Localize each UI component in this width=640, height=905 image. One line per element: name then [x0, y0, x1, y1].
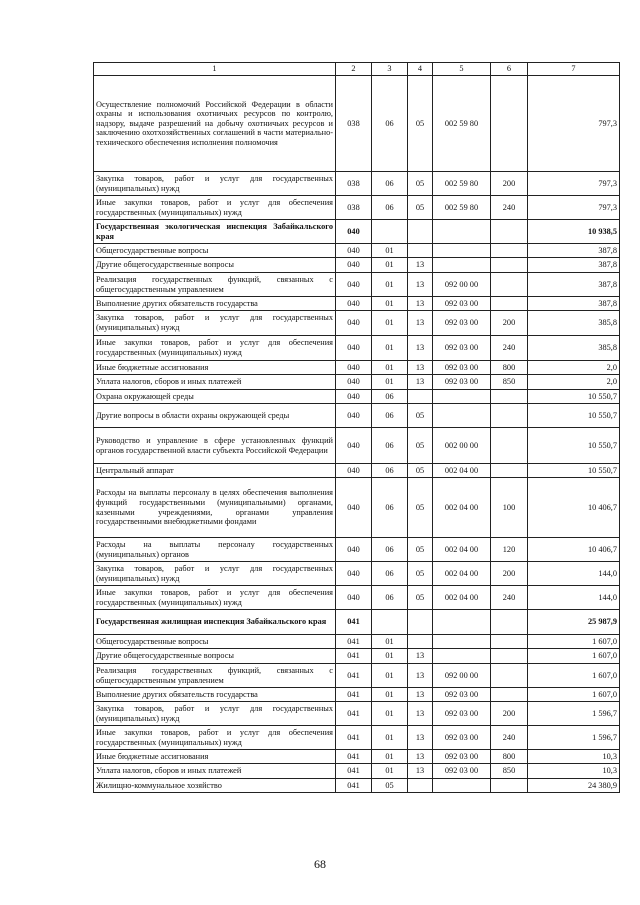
cell-admin-code: 041: [336, 635, 372, 649]
cell-admin-code: 040: [336, 244, 372, 258]
table-row: [94, 375, 620, 390]
table-row: [94, 76, 620, 172]
cell-amount: 1 607,0: [528, 664, 620, 688]
cell-admin-code: 041: [336, 779, 372, 793]
table-row: [94, 635, 620, 649]
table-row: [94, 196, 620, 220]
cell-amount: 10 406,7: [528, 538, 620, 562]
cell-expense-type: [491, 649, 528, 664]
table-row: [94, 258, 620, 273]
cell-name: Расходы на выплаты персоналу в целях обеспечения выполнения функций государственными (муниципальными) органами, казенными учреждениями, органами управления государственными внебюджетными фондами: [94, 478, 336, 538]
cell-admin-code: 040: [336, 258, 372, 273]
cell-name: Реализация государственных функций, связанных с общегосударственным управлением: [94, 664, 336, 688]
cell-section: [372, 610, 408, 635]
cell-expense-type: [491, 297, 528, 311]
cell-section: 01: [372, 375, 408, 390]
cell-name: Иные закупки товаров, работ и услуг для обеспечения государственных (муниципальных) нужд: [94, 336, 336, 361]
cell-section: 01: [372, 664, 408, 688]
cell-admin-code: 040: [336, 562, 372, 586]
table-row: [94, 779, 620, 793]
cell-name: Общегосударственные вопросы: [94, 244, 336, 258]
cell-subsection: [408, 244, 433, 258]
column-header-article: 5: [433, 63, 491, 76]
table-row: [94, 649, 620, 664]
cell-admin-code: 040: [336, 297, 372, 311]
cell-amount: 797,3: [528, 172, 620, 196]
cell-subsection: 05: [408, 172, 433, 196]
cell-admin-code: 041: [336, 764, 372, 779]
cell-article: 002 00 00: [433, 428, 491, 464]
cell-subsection: 05: [408, 586, 433, 610]
cell-amount: 2,0: [528, 375, 620, 390]
cell-section: 01: [372, 297, 408, 311]
table-row: [94, 361, 620, 375]
cell-name: Закупка товаров, работ и услуг для государственных (муниципальных) нужд: [94, 172, 336, 196]
column-header-subsection: 4: [408, 63, 433, 76]
cell-admin-code: 038: [336, 196, 372, 220]
cell-article: 092 00 00: [433, 273, 491, 297]
cell-expense-type: [491, 390, 528, 404]
cell-article: 002 59 80: [433, 196, 491, 220]
cell-article: 092 03 00: [433, 336, 491, 361]
cell-expense-type: 200: [491, 562, 528, 586]
table-row: [94, 390, 620, 404]
cell-article: [433, 244, 491, 258]
cell-amount: 10 938,5: [528, 220, 620, 244]
cell-amount: 144,0: [528, 562, 620, 586]
cell-article: 092 03 00: [433, 311, 491, 336]
cell-admin-code: 040: [336, 478, 372, 538]
page-number: 68: [314, 857, 326, 871]
cell-amount: 1 596,7: [528, 702, 620, 726]
cell-amount: 385,8: [528, 336, 620, 361]
cell-subsection: [408, 610, 433, 635]
cell-section: 01: [372, 649, 408, 664]
cell-name: Жилищно-коммунальное хозяйство: [94, 779, 336, 793]
column-header-expense-type: 6: [491, 63, 528, 76]
cell-subsection: 13: [408, 702, 433, 726]
cell-section: 01: [372, 311, 408, 336]
cell-admin-code: 040: [336, 361, 372, 375]
table-row: [94, 764, 620, 779]
cell-section: 01: [372, 750, 408, 764]
cell-expense-type: [491, 428, 528, 464]
cell-name: Иные закупки товаров, работ и услуг для обеспечения государственных (муниципальных) нужд: [94, 726, 336, 750]
cell-section: 06: [372, 390, 408, 404]
cell-name: Руководство и управление в сфере установленных функций органов государственной власти субъекта Российской Федерации: [94, 428, 336, 464]
cell-article: 002 59 80: [433, 172, 491, 196]
cell-admin-code: 041: [336, 702, 372, 726]
cell-subsection: 05: [408, 196, 433, 220]
cell-expense-type: [491, 464, 528, 478]
table-row: [94, 244, 620, 258]
cell-name: Центральный аппарат: [94, 464, 336, 478]
cell-subsection: 13: [408, 649, 433, 664]
cell-section: 06: [372, 464, 408, 478]
cell-subsection: 05: [408, 464, 433, 478]
cell-article: 092 03 00: [433, 702, 491, 726]
cell-article: 002 04 00: [433, 586, 491, 610]
cell-article: [433, 258, 491, 273]
cell-amount: 797,3: [528, 196, 620, 220]
cell-article: [433, 779, 491, 793]
cell-article: [433, 635, 491, 649]
cell-article: 002 04 00: [433, 562, 491, 586]
cell-admin-code: 041: [336, 649, 372, 664]
table-row: [94, 538, 620, 562]
cell-admin-code: 040: [336, 336, 372, 361]
cell-subsection: 05: [408, 538, 433, 562]
cell-section: 06: [372, 404, 408, 428]
cell-name: Закупка товаров, работ и услуг для государственных (муниципальных) нужд: [94, 311, 336, 336]
cell-name: Уплата налогов, сборов и иных платежей: [94, 375, 336, 390]
cell-subsection: 13: [408, 273, 433, 297]
cell-amount: 10 550,7: [528, 404, 620, 428]
cell-expense-type: [491, 244, 528, 258]
table-row: [94, 220, 620, 244]
table-body: [94, 76, 620, 793]
cell-name: Иные закупки товаров, работ и услуг для обеспечения государственных (муниципальных) нужд: [94, 196, 336, 220]
cell-admin-code: 041: [336, 610, 372, 635]
cell-expense-type: 200: [491, 702, 528, 726]
cell-admin-code: 040: [336, 220, 372, 244]
cell-admin-code: 040: [336, 404, 372, 428]
cell-admin-code: 040: [336, 538, 372, 562]
cell-section: 06: [372, 586, 408, 610]
table-header-row: [94, 63, 620, 76]
cell-section: 05: [372, 779, 408, 793]
cell-amount: 387,8: [528, 297, 620, 311]
cell-amount: 144,0: [528, 586, 620, 610]
cell-section: 06: [372, 562, 408, 586]
cell-admin-code: 038: [336, 172, 372, 196]
cell-subsection: 13: [408, 750, 433, 764]
cell-expense-type: [491, 258, 528, 273]
cell-amount: 10,3: [528, 764, 620, 779]
cell-amount: 10 550,7: [528, 464, 620, 478]
cell-article: 092 03 00: [433, 688, 491, 702]
cell-expense-type: [491, 404, 528, 428]
cell-expense-type: 850: [491, 375, 528, 390]
cell-amount: 387,8: [528, 244, 620, 258]
table-row: [94, 428, 620, 464]
table-row: [94, 750, 620, 764]
cell-article: 092 00 00: [433, 664, 491, 688]
cell-section: 06: [372, 538, 408, 562]
cell-expense-type: [491, 220, 528, 244]
cell-section: 01: [372, 688, 408, 702]
cell-expense-type: [491, 688, 528, 702]
cell-expense-type: [491, 635, 528, 649]
cell-article: [433, 404, 491, 428]
cell-name: Другие общегосударственные вопросы: [94, 258, 336, 273]
cell-subsection: 13: [408, 664, 433, 688]
cell-admin-code: 041: [336, 664, 372, 688]
cell-name: Общегосударственные вопросы: [94, 635, 336, 649]
cell-expense-type: 800: [491, 750, 528, 764]
table-row: [94, 562, 620, 586]
cell-expense-type: 200: [491, 172, 528, 196]
cell-subsection: [408, 220, 433, 244]
cell-subsection: 13: [408, 361, 433, 375]
cell-admin-code: 040: [336, 428, 372, 464]
cell-subsection: 13: [408, 311, 433, 336]
cell-expense-type: 100: [491, 478, 528, 538]
cell-amount: 1 596,7: [528, 726, 620, 750]
cell-amount: 1 607,0: [528, 688, 620, 702]
column-header-section: 3: [372, 63, 408, 76]
table-row: [94, 172, 620, 196]
table-row: [94, 273, 620, 297]
cell-subsection: 13: [408, 375, 433, 390]
cell-section: 01: [372, 258, 408, 273]
cell-expense-type: [491, 610, 528, 635]
cell-subsection: 13: [408, 336, 433, 361]
cell-expense-type: 240: [491, 196, 528, 220]
cell-subsection: 13: [408, 764, 433, 779]
table-row: [94, 726, 620, 750]
cell-expense-type: [491, 664, 528, 688]
cell-name: Закупка товаров, работ и услуг для государственных (муниципальных) нужд: [94, 562, 336, 586]
cell-section: 01: [372, 635, 408, 649]
cell-name: Осуществление полномочий Российской Федерации в области охраны и использования охотничьих ресурсов по контролю, надзору, выдаче разрешений на добычу охотничьих ресурсов и заключению охотхозяйственных соглашений в части материально-технического обеспечения исполнения полномочия: [94, 76, 336, 172]
cell-expense-type: 240: [491, 586, 528, 610]
cell-name: Охрана окружающей среды: [94, 390, 336, 404]
cell-admin-code: 040: [336, 586, 372, 610]
column-header-amount: 7: [528, 63, 620, 76]
cell-expense-type: 120: [491, 538, 528, 562]
cell-name: Иные закупки товаров, работ и услуг для обеспечения государственных (муниципальных) нужд: [94, 586, 336, 610]
cell-section: 01: [372, 702, 408, 726]
cell-subsection: 13: [408, 688, 433, 702]
cell-section: 01: [372, 273, 408, 297]
cell-article: [433, 649, 491, 664]
cell-name: Иные бюджетные ассигнования: [94, 750, 336, 764]
cell-name: Государственная жилищная инспекция Забайкальского края: [94, 610, 336, 635]
cell-admin-code: 040: [336, 273, 372, 297]
cell-expense-type: 800: [491, 361, 528, 375]
cell-subsection: [408, 390, 433, 404]
cell-article: 092 03 00: [433, 361, 491, 375]
cell-amount: 10,3: [528, 750, 620, 764]
cell-amount: 385,8: [528, 311, 620, 336]
cell-subsection: [408, 635, 433, 649]
cell-name: Уплата налогов, сборов и иных платежей: [94, 764, 336, 779]
cell-subsection: 13: [408, 297, 433, 311]
cell-subsection: 05: [408, 404, 433, 428]
cell-amount: 1 607,0: [528, 649, 620, 664]
table-row: [94, 336, 620, 361]
cell-section: 01: [372, 336, 408, 361]
cell-expense-type: 240: [491, 336, 528, 361]
cell-admin-code: 041: [336, 750, 372, 764]
cell-article: [433, 220, 491, 244]
cell-subsection: 05: [408, 562, 433, 586]
cell-subsection: 13: [408, 726, 433, 750]
cell-name: Закупка товаров, работ и услуг для государственных (муниципальных) нужд: [94, 702, 336, 726]
cell-article: 002 04 00: [433, 464, 491, 478]
cell-expense-type: 240: [491, 726, 528, 750]
cell-section: 06: [372, 76, 408, 172]
cell-section: 06: [372, 428, 408, 464]
table-row: [94, 586, 620, 610]
table-row: [94, 702, 620, 726]
cell-article: 092 03 00: [433, 297, 491, 311]
cell-expense-type: [491, 273, 528, 297]
cell-section: 06: [372, 172, 408, 196]
cell-expense-type: 850: [491, 764, 528, 779]
cell-subsection: 05: [408, 428, 433, 464]
cell-name: Другие вопросы в области охраны окружающей среды: [94, 404, 336, 428]
cell-article: 092 03 00: [433, 750, 491, 764]
cell-amount: 1 607,0: [528, 635, 620, 649]
cell-amount: 25 987,9: [528, 610, 620, 635]
cell-section: 06: [372, 478, 408, 538]
cell-amount: 10 550,7: [528, 428, 620, 464]
table-row: [94, 404, 620, 428]
table-row: [94, 297, 620, 311]
cell-article: 002 04 00: [433, 538, 491, 562]
table-row: [94, 311, 620, 336]
cell-admin-code: 038: [336, 76, 372, 172]
cell-amount: 10 406,7: [528, 478, 620, 538]
cell-expense-type: 200: [491, 311, 528, 336]
cell-admin-code: 040: [336, 390, 372, 404]
cell-amount: 387,8: [528, 258, 620, 273]
cell-admin-code: 041: [336, 726, 372, 750]
cell-name: Расходы на выплаты персоналу государственных (муниципальных) органов: [94, 538, 336, 562]
cell-name: Выполнение других обязательств государства: [94, 688, 336, 702]
column-header-admin: 2: [336, 63, 372, 76]
cell-article: 002 59 80: [433, 76, 491, 172]
cell-name: Государственная экологическая инспекция Забайкальского края: [94, 220, 336, 244]
cell-amount: 24 380,9: [528, 779, 620, 793]
cell-admin-code: 040: [336, 464, 372, 478]
cell-subsection: 13: [408, 258, 433, 273]
cell-section: 06: [372, 196, 408, 220]
cell-amount: 10 550,7: [528, 390, 620, 404]
cell-name: Реализация государственных функций, связанных с общегосударственным управлением: [94, 273, 336, 297]
budget-table: [93, 62, 620, 793]
cell-article: 092 03 00: [433, 764, 491, 779]
cell-expense-type: [491, 779, 528, 793]
table-row: [94, 478, 620, 538]
column-header-name: 1: [94, 63, 336, 76]
cell-article: [433, 390, 491, 404]
cell-admin-code: 041: [336, 688, 372, 702]
cell-article: [433, 610, 491, 635]
cell-section: 01: [372, 244, 408, 258]
cell-article: 002 04 00: [433, 478, 491, 538]
cell-name: Выполнение других обязательств государства: [94, 297, 336, 311]
table-row: [94, 610, 620, 635]
cell-amount: 387,8: [528, 273, 620, 297]
cell-subsection: 05: [408, 478, 433, 538]
cell-section: 01: [372, 361, 408, 375]
cell-admin-code: 040: [336, 375, 372, 390]
cell-amount: 2,0: [528, 361, 620, 375]
cell-name: Иные бюджетные ассигнования: [94, 361, 336, 375]
cell-admin-code: 040: [336, 311, 372, 336]
table-row: [94, 688, 620, 702]
table-row: [94, 664, 620, 688]
cell-section: 01: [372, 726, 408, 750]
cell-expense-type: [491, 76, 528, 172]
cell-subsection: [408, 779, 433, 793]
cell-section: [372, 220, 408, 244]
cell-amount: 797,3: [528, 76, 620, 172]
cell-article: 092 03 00: [433, 375, 491, 390]
cell-name: Другие общегосударственные вопросы: [94, 649, 336, 664]
table-row: [94, 464, 620, 478]
cell-subsection: 05: [408, 76, 433, 172]
cell-article: 092 03 00: [433, 726, 491, 750]
cell-section: 01: [372, 764, 408, 779]
